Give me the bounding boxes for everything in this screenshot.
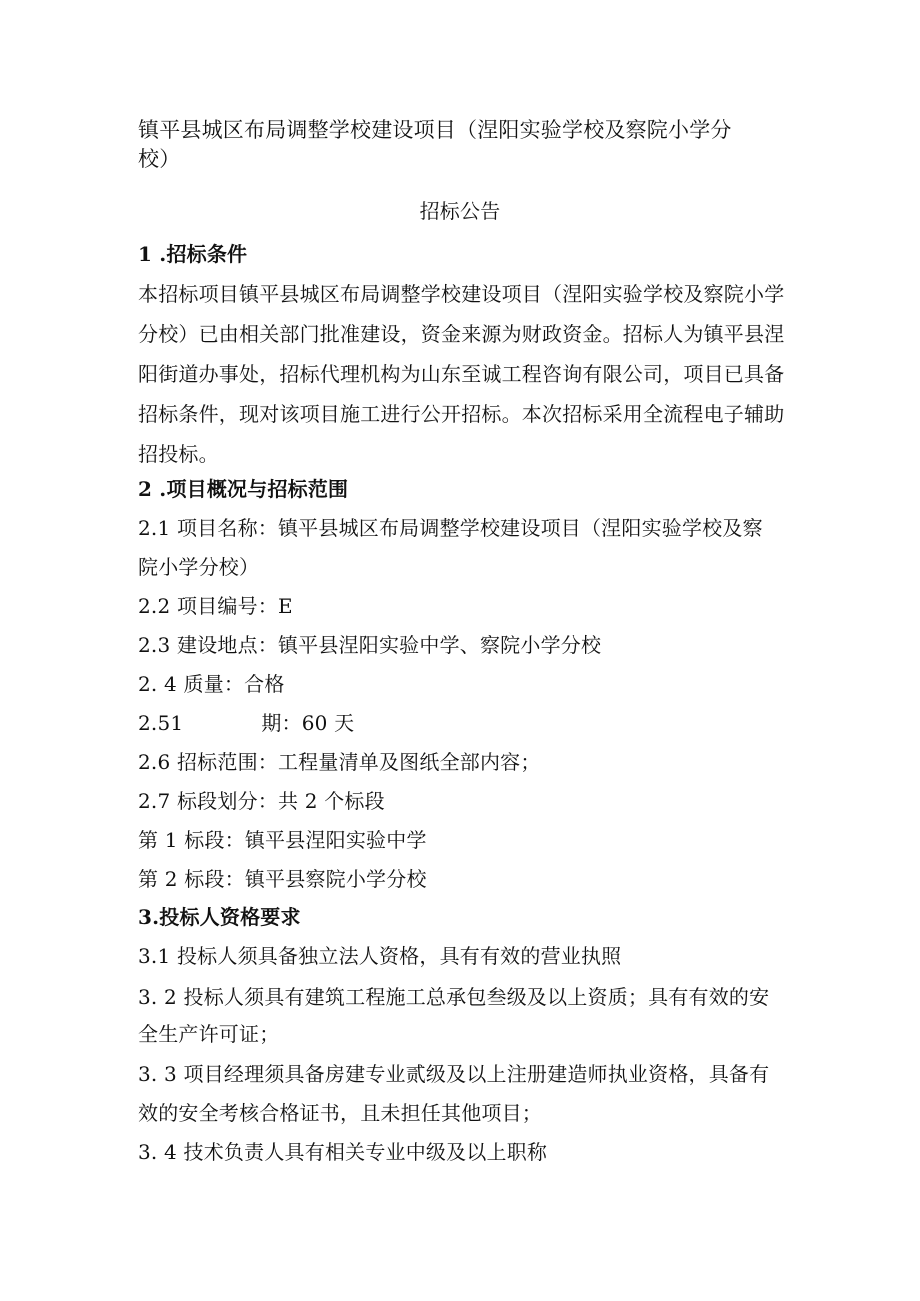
project-title-line-1: 镇平县城区布局调整学校建设项目（涅阳实验学校及察院小学分 bbox=[138, 118, 732, 142]
item-2-5-number: 2.51 bbox=[138, 711, 184, 735]
item-3-2-line-1: 3. 2 投标人须具有建筑工程施工总承包叁级及以上资质；具有有效的安 bbox=[138, 985, 770, 1009]
item-2-5 bbox=[138, 709, 788, 737]
section-1-heading: 1 .招标条件 bbox=[138, 242, 248, 266]
section-1-paragraph-line-1: 本招标项目镇平县城区布局调整学校建设项目（涅阳实验学校及察院小学 bbox=[138, 282, 785, 306]
project-title-line-2: 校） bbox=[138, 147, 181, 171]
item-2-5-duration: 期：60 天 bbox=[261, 711, 355, 735]
section-1-paragraph-line-2: 分校）已由相关部门批准建设，资金来源为财政资金。招标人为镇平县涅 bbox=[138, 322, 785, 346]
section-1-paragraph-line-4: 招标条件，现对该项目施工进行公开招标。本次招标采用全流程电子辅助 bbox=[138, 402, 785, 426]
item-2-1-line-1: 2.1 项目名称：镇平县城区布局调整学校建设项目（涅阳实验学校及察 bbox=[138, 516, 763, 540]
section-1-paragraph-line-3: 阳街道办事处，招标代理机构为山东至诚工程咨询有限公司，项目已具备 bbox=[138, 362, 785, 386]
item-2-4: 2. 4 质量：合格 bbox=[138, 672, 285, 696]
notice-title: 招标公告 bbox=[419, 199, 501, 223]
item-3-1: 3.1 投标人须具备独立法人资格，具有有效的营业执照 bbox=[138, 944, 622, 968]
item-3-2-line-2: 全生产许可证； bbox=[138, 1022, 280, 1046]
lot-2: 第 2 标段：镇平县察院小学分校 bbox=[138, 867, 427, 891]
section-3-heading: 3.投标人资格要求 bbox=[138, 905, 301, 929]
item-2-1-line-2: 院小学分校） bbox=[138, 555, 260, 579]
item-3-3-line-1: 3. 3 项目经理须具备房建专业贰级及以上注册建造师执业资格，具备有 bbox=[138, 1062, 770, 1086]
lot-1: 第 1 标段：镇平县涅阳实验中学 bbox=[138, 828, 427, 852]
item-2-2: 2.2 项目编号：E bbox=[138, 594, 293, 618]
item-2-6: 2.6 招标范围：工程量清单及图纸全部内容； bbox=[138, 750, 541, 774]
section-1-paragraph-line-5: 招投标。 bbox=[138, 442, 219, 466]
item-3-4: 3. 4 技术负责人具有相关专业中级及以上职称 bbox=[138, 1140, 548, 1164]
section-2-heading: 2 .项目概况与招标范围 bbox=[138, 477, 349, 501]
item-2-7: 2.7 标段划分：共 2 个标段 bbox=[138, 789, 385, 813]
item-3-3-line-2: 效的安全考核合格证书，且未担任其他项目； bbox=[138, 1101, 542, 1125]
item-2-3: 2.3 建设地点：镇平县涅阳实验中学、察院小学分校 bbox=[138, 633, 602, 657]
